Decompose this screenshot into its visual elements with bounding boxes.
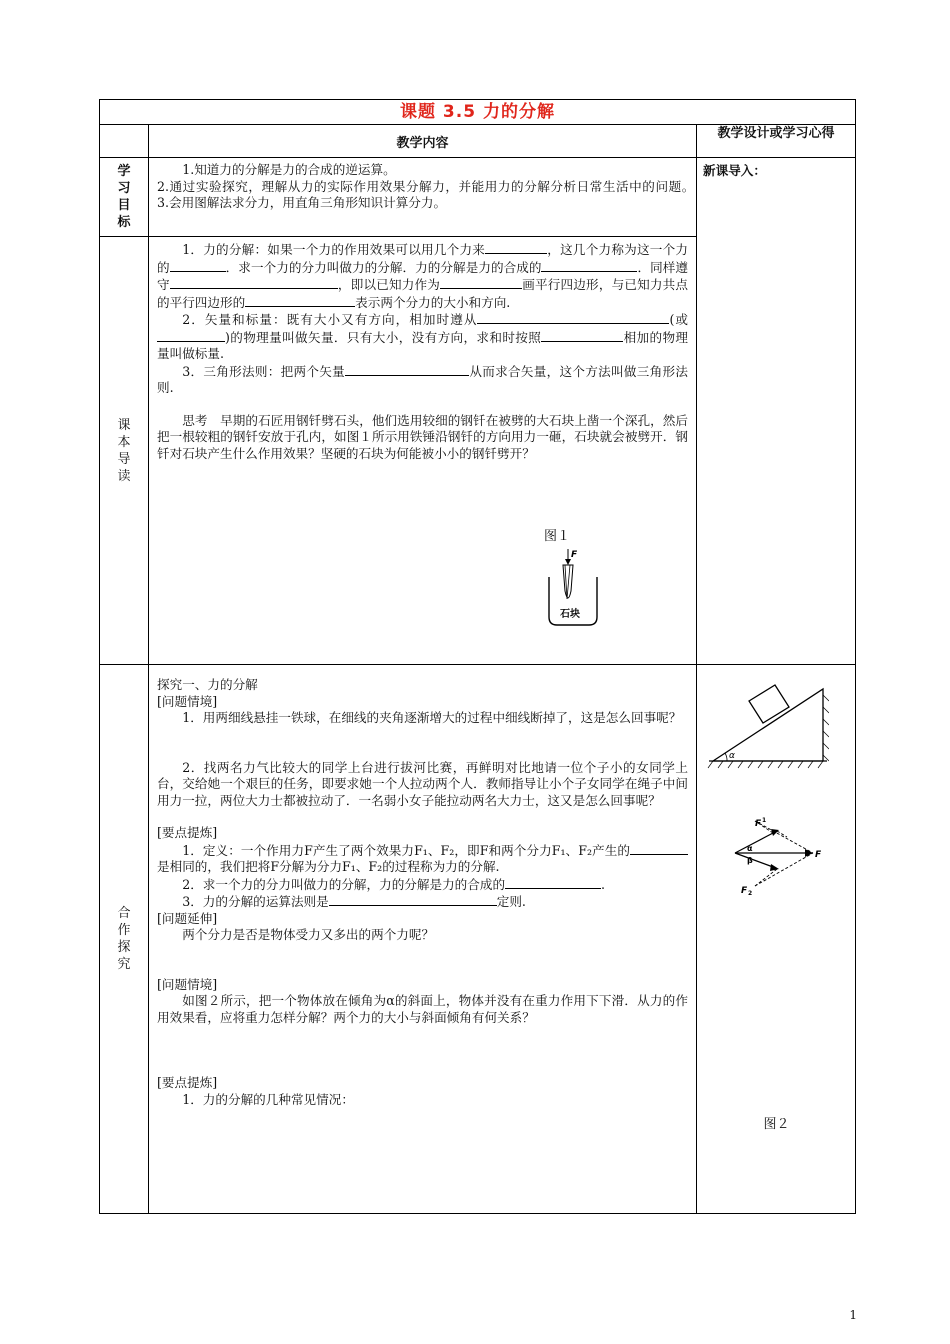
extension-question: 两个分力是否是物体受力又多出的两个力呢？: [182, 927, 435, 942]
reading-item-3: [157, 363, 688, 397]
fill-blank[interactable]: [170, 259, 226, 272]
fill-blank[interactable]: [440, 276, 522, 289]
explore-text: 3．力的分解的运算法则是: [182, 894, 329, 909]
reading-text: ，即以已知力作为: [337, 277, 441, 292]
key-points-1: [要点提炼]: [157, 825, 218, 840]
problem-extension: [问题延伸]: [157, 910, 218, 926]
reading-item-1: [157, 241, 688, 311]
header-notes: 教学设计或学习心得: [697, 125, 856, 158]
goals-content: [149, 158, 714, 237]
stone-label: 石块: [560, 609, 580, 620]
lesson-table: [99, 99, 856, 1214]
fill-blank[interactable]: [157, 329, 225, 342]
fill-blank[interactable]: [541, 329, 623, 342]
question-2: 2．找两名力气比较大的同学上台进行拔河比赛，再鲜明对比地请一位个子小的女同学上台，交给她一个艰巨的任务，即要求她一个人拉动两个人．教师指导让小个子女同学在绳子中间用力一拉，两位大力士都被拉动了．一名弱小女子能拉动两名大力士，这又是怎么回事呢？: [157, 759, 688, 808]
reading-text: )的物理量叫做矢量．只有大小，没有方向，求和时按照: [225, 329, 542, 345]
force-decomposition-diagram: [725, 811, 825, 901]
fill-blank[interactable]: [329, 893, 497, 906]
goals-label-cell: [100, 158, 149, 237]
explore-text: 是相同的，我们把将F分解为分力F₁、F₂的过程称为力的分解.: [157, 859, 500, 874]
problem-situation-1: [问题情境]: [157, 693, 218, 709]
reading-label: 课本导读: [117, 417, 131, 484]
fill-blank[interactable]: [245, 294, 355, 307]
question-1: 1．用两细线悬挂一铁球，在细线的夹角逐渐增大的过程中细线断掉了，这是怎么回事呢？: [182, 710, 682, 725]
force-label: F: [571, 550, 578, 560]
reading-text: 画平行四边形，与已知力共点的平行四边形的: [157, 277, 689, 310]
F1-subscript: 1: [762, 817, 767, 824]
figure-1-caption: 图１: [543, 529, 570, 544]
explore-label: 合作探究: [117, 906, 131, 972]
reading-label-cell: [100, 237, 149, 665]
fill-blank[interactable]: [170, 276, 338, 289]
key-point-4: 1．力的分解的几种常见情况：: [182, 1091, 354, 1107]
reading-text: 从而求合矢量，这个方法叫做三角形法则.: [157, 363, 689, 395]
reading-text: 1．力的分解：如果一个力的作用效果可以用几个力来: [182, 242, 486, 257]
reading-item-2: [157, 311, 688, 363]
key-point-3: [157, 893, 688, 911]
fill-blank[interactable]: [485, 241, 547, 254]
reading-text: 2．矢量和标量：既有大小又有方向，相加时遵从: [182, 312, 478, 327]
fill-blank[interactable]: [587, 876, 601, 889]
explore-text: 2．求一个力的分力叫做力的分解，力的分解是力的合成的: [182, 876, 506, 892]
fill-blank[interactable]: [477, 311, 627, 324]
beta-label: β: [747, 856, 753, 865]
reading-text: 相加的物理量叫做标量.: [157, 329, 688, 361]
lesson-title: 课题 3.5 力的分解: [100, 100, 856, 125]
page-number: 1: [849, 1308, 857, 1322]
key-points-2: [要点提炼]: [157, 1075, 218, 1090]
explore-content: [149, 665, 697, 1214]
new-lesson-intro: 新课导入：: [703, 163, 766, 178]
chisel-stone-diagram: [541, 547, 611, 633]
explore-text: .: [601, 876, 606, 892]
reading-text: ．同样遵守: [157, 259, 689, 292]
explore-heading: 探究一、力的分解: [157, 677, 258, 692]
explore-text: 定则.: [496, 894, 526, 909]
incline-diagram: [705, 679, 829, 777]
fill-blank[interactable]: [541, 259, 637, 272]
key-point-definition: [157, 842, 688, 876]
reading-text: 表示两个分力的大小和方向.: [355, 294, 511, 310]
reading-think: 思考 早期的石匠用钢钎劈石头，他们选用较细的钢钎在被劈的大石块上凿一个深孔，然后把一根较粗的钢钎安放于孔内，如图１所示用铁锤沿钢钎的方向用力一砸，石块就会被劈开．钢钎对石块产生什么作用效果？坚硬的石块为何能被小小的钢钎劈开？: [157, 412, 688, 461]
explore-label-cell: [100, 665, 149, 1214]
reading-text: 3．三角形法则：把两个矢量: [182, 363, 346, 379]
reading-text: ，这几个力称为这一个力的: [157, 242, 689, 275]
goal-1: 1.知道力的分解是力的合成的逆运算。: [182, 162, 396, 177]
F2-subscript: 2: [748, 890, 753, 897]
alpha-label: α: [747, 844, 753, 853]
reading-text: (或: [669, 312, 688, 327]
F-label: F: [815, 850, 822, 860]
fill-blank[interactable]: [627, 311, 669, 324]
notes-column-top: [697, 158, 856, 665]
notes-column-bottom: [697, 665, 856, 1214]
header-blank-cell: [100, 125, 149, 158]
figure-2-caption: 图２: [763, 1117, 790, 1132]
F1-label: F: [755, 819, 762, 829]
fill-blank[interactable]: [345, 363, 469, 376]
alpha-label: α: [729, 751, 735, 761]
explore-text: 1．定义：一个作用力F产生了两个效果力F₁、F₂，即F和两个分力F₁、F₂产生的: [182, 842, 630, 858]
fill-blank[interactable]: [630, 842, 688, 855]
problem-situation-2: [问题情境]: [157, 976, 218, 992]
reading-text: ．求一个力的分力叫做力的分解．力的分解是力的合成的: [225, 259, 542, 275]
F2-label: F: [741, 886, 748, 896]
fill-blank[interactable]: [505, 876, 587, 889]
reading-content: [149, 237, 697, 665]
header-content: 教学内容: [149, 125, 697, 158]
key-point-2: [157, 876, 688, 894]
goals-label: 学习目标: [117, 164, 131, 230]
question-3: 如图２所示，把一个物体放在倾角为α的斜面上，物体并没有在重力作用下下滑．从力的作用效果看，应将重力怎样分解？两个力的大小与斜面倾角有何关系？: [157, 993, 688, 1025]
goal-2: 2.通过实验探究，理解从力的实际作用效果分解力，并能用力的分解分析日常生活中的问题。 3.会用图解法求分力，用直角三角形知识计算分力。: [157, 178, 714, 210]
